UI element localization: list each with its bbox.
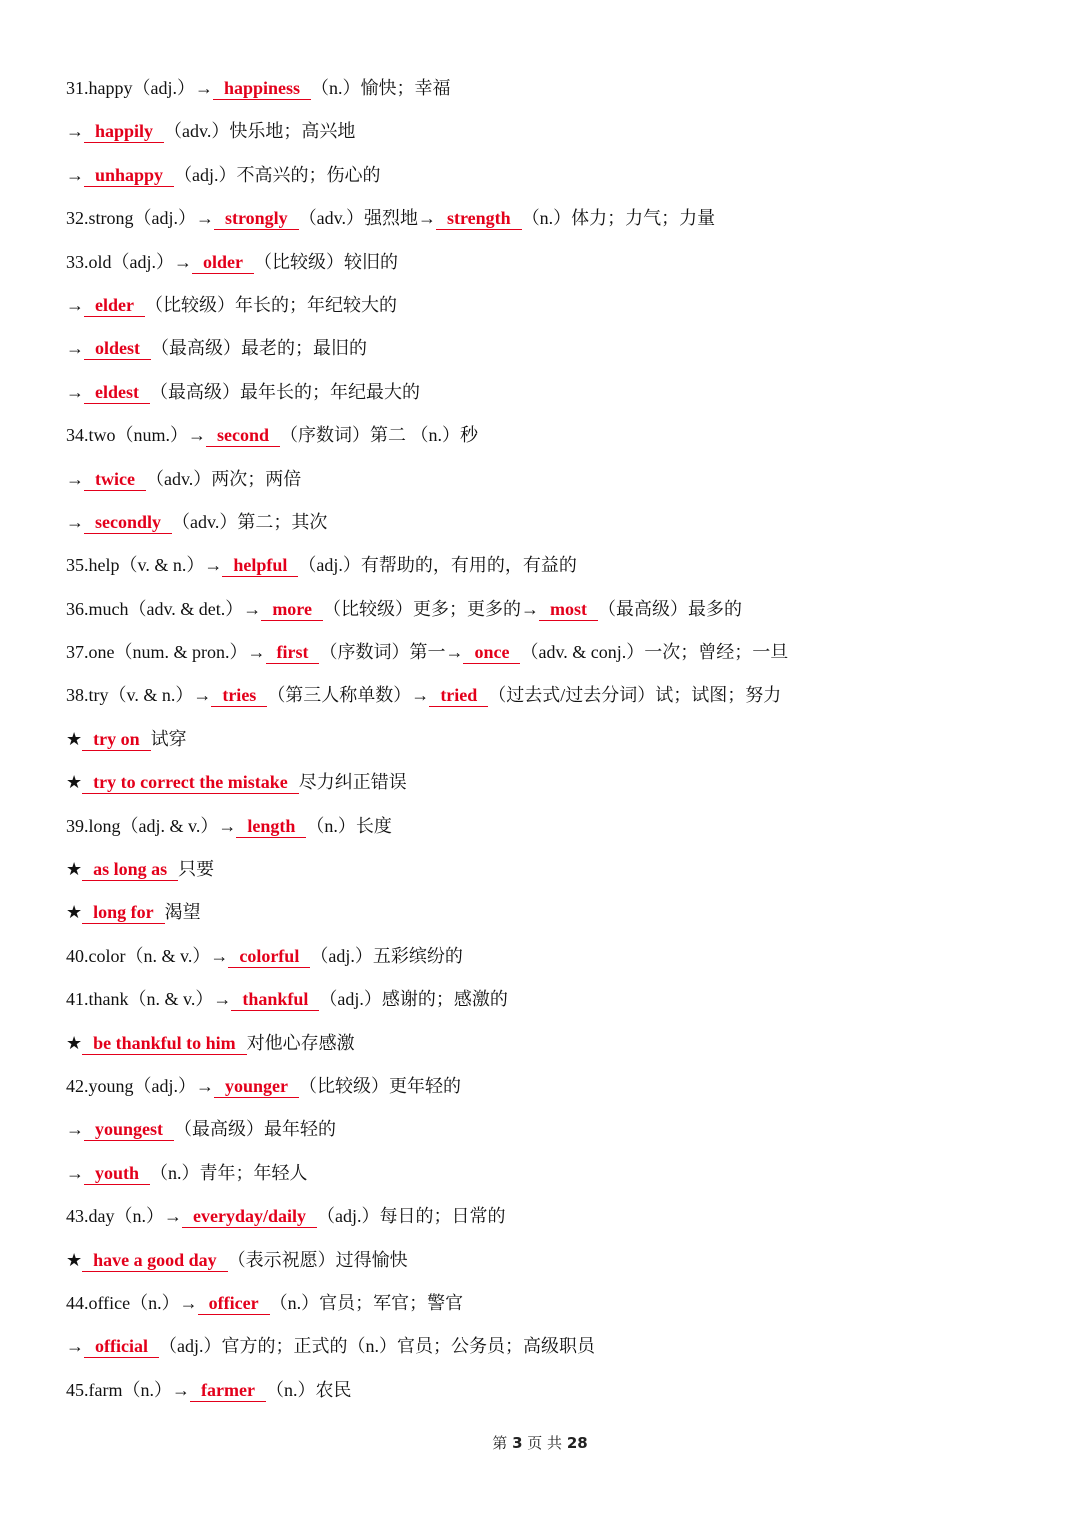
line-prefix: 32.strong（adj.）→	[66, 208, 214, 229]
answer-text: farmer	[200, 1379, 255, 1400]
answer-text: official	[95, 1336, 148, 1357]
line-prefix: 41.thank（n. & v.）→	[66, 989, 232, 1010]
line-gloss: （adv.）两次；两倍	[145, 468, 302, 489]
answer-text: be thankful to him	[93, 1032, 236, 1053]
vocabulary-list	[66, 70, 1026, 1415]
line-gloss: （最高级）最年轻的	[174, 1119, 337, 1140]
answer-text: helpful	[233, 555, 288, 576]
line-gloss: （adj.）每日的；日常的	[317, 1206, 506, 1227]
vocab-line	[66, 981, 1026, 1024]
line-prefix: →	[66, 511, 84, 532]
footer-total-pages: 28	[566, 1434, 588, 1452]
line-gloss: （比较级）更年轻的	[299, 1075, 461, 1096]
line-gloss: （adv.）强烈地→	[298, 208, 437, 229]
answer-text: thankful	[242, 989, 309, 1010]
footer-prefix: 第	[492, 1434, 508, 1452]
line-prefix: 43.day（n.）→	[66, 1206, 182, 1227]
footer-page-number: 3	[512, 1434, 523, 1452]
vocab-line	[66, 1155, 1026, 1198]
vocab-line	[66, 894, 1026, 937]
line-gloss: （过去式/过去分词）试；试图；努力	[488, 685, 782, 706]
answer-blank	[192, 251, 254, 274]
line-prefix: 34.two（num.）→	[66, 425, 207, 446]
line-prefix: ★	[66, 859, 83, 880]
line-gloss: （n.）官员；军官；警官	[269, 1292, 464, 1313]
line-prefix: →	[66, 164, 84, 185]
line-gloss: （最高级）最老的；最旧的	[151, 338, 367, 359]
line-gloss: 尽力纠正错误	[298, 772, 407, 793]
vocab-line	[66, 677, 1026, 720]
answer-text: everyday/daily	[193, 1206, 306, 1227]
answer-blank	[231, 988, 319, 1011]
line-prefix: ★	[66, 728, 83, 749]
line-prefix: 42.young（adj.）→	[66, 1075, 214, 1096]
line-prefix: →	[66, 338, 84, 359]
vocab-line	[66, 634, 1026, 677]
line-gloss: （adv.）第二；其次	[172, 511, 328, 532]
vocab-line	[66, 330, 1026, 373]
vocab-line	[66, 1328, 1026, 1371]
line-gloss: （n.）农民	[265, 1379, 352, 1400]
vocab-line	[66, 113, 1026, 156]
line-gloss: （比较级）更多；更多的→	[322, 598, 539, 619]
line-prefix: →	[66, 468, 84, 489]
vocab-line	[66, 287, 1026, 330]
line-prefix: ★	[66, 1032, 83, 1053]
answer-blank	[211, 684, 267, 707]
vocab-line	[66, 244, 1026, 287]
line-gloss: （表示祝愿）过得愉快	[227, 1249, 408, 1270]
line-gloss: （最高级）最年长的；年纪最大的	[150, 381, 420, 402]
answer-text: happiness	[223, 78, 301, 98]
answer-blank	[82, 1032, 247, 1055]
answer-blank	[82, 728, 151, 751]
answer-blank	[84, 294, 145, 317]
answer-blank	[236, 815, 306, 838]
answer-text: youth	[95, 1162, 140, 1183]
answer-blank	[266, 641, 320, 664]
answer-text: younger	[225, 1075, 288, 1096]
answer-blank	[190, 1379, 266, 1402]
answer-blank	[214, 1075, 299, 1098]
vocab-line	[66, 374, 1026, 417]
answer-text: youngest	[95, 1119, 164, 1140]
line-prefix: 36.much（adv. & det.）→	[66, 598, 262, 619]
footer-middle: 页 共	[527, 1434, 563, 1452]
answer-text: tries	[222, 685, 257, 706]
answer-text: secondly	[95, 511, 162, 532]
line-prefix: 31.happy（adj.）→	[66, 78, 213, 98]
line-gloss: 试穿	[150, 728, 187, 749]
line-prefix: →	[66, 381, 84, 402]
answer-blank	[84, 468, 146, 491]
line-gloss: 渴望	[164, 902, 201, 923]
answer-blank	[182, 1205, 317, 1228]
answer-blank	[82, 1249, 228, 1272]
answer-blank	[84, 164, 174, 187]
line-gloss: （adj.）感谢的；感激的	[319, 989, 508, 1010]
answer-text: first	[276, 642, 309, 663]
vocab-line	[66, 200, 1026, 243]
answer-text: officer	[208, 1292, 259, 1313]
answer-blank	[84, 1335, 159, 1358]
answer-text: try to correct the mistake	[93, 772, 288, 793]
answer-blank	[84, 337, 151, 360]
vocab-line	[66, 417, 1026, 460]
answer-text: unhappy	[95, 164, 164, 185]
line-gloss: （n.）长度	[306, 815, 392, 836]
answer-text: twice	[95, 468, 135, 489]
answer-text: as long as	[93, 859, 168, 880]
vocab-line	[66, 504, 1026, 547]
answer-blank	[222, 554, 298, 577]
line-prefix: 37.one（num. & pron.）→	[66, 642, 266, 663]
answer-text: try on	[93, 728, 140, 749]
line-gloss: （n.）青年；年轻人	[150, 1162, 308, 1183]
line-gloss: （adv. & conj.）一次；曾经；一旦	[520, 642, 789, 663]
answer-text: strength	[447, 208, 511, 229]
line-prefix: →	[66, 1162, 84, 1183]
answer-text: elder	[95, 294, 134, 315]
vocab-line	[66, 1242, 1026, 1285]
line-gloss: （最高级）最多的	[597, 598, 742, 619]
answer-blank	[436, 207, 522, 230]
answer-text: second	[217, 425, 270, 446]
line-gloss: （n.）体力；力气；力量	[521, 208, 716, 229]
answer-blank	[82, 901, 165, 924]
vocab-line	[66, 1111, 1026, 1154]
line-gloss: （比较级）较旧的	[254, 251, 398, 272]
line-prefix: 44.office（n.）→	[66, 1292, 198, 1313]
line-prefix: 45.farm（n.）→	[66, 1379, 190, 1400]
answer-blank	[84, 1118, 174, 1141]
answer-blank	[84, 381, 150, 404]
answer-blank	[429, 684, 488, 707]
answer-text: older	[203, 251, 243, 272]
answer-blank	[84, 511, 172, 534]
line-gloss: （序数词）第一→	[319, 642, 464, 663]
line-prefix: 35.help（v. & n.）→	[66, 555, 223, 576]
vocab-line	[66, 547, 1026, 590]
vocab-line	[66, 157, 1026, 200]
answer-blank	[539, 598, 598, 621]
line-prefix: ★	[66, 902, 83, 923]
vocab-line	[66, 851, 1026, 894]
line-gloss: （adj.）五彩缤纷的	[310, 945, 463, 966]
vocab-line	[66, 764, 1026, 807]
line-prefix: ★	[66, 772, 83, 793]
answer-text: eldest	[95, 381, 139, 402]
line-gloss: 对他心存感激	[246, 1032, 355, 1053]
answer-blank	[82, 858, 178, 881]
answer-blank	[213, 77, 311, 100]
line-gloss: （第三人称单数）→	[267, 685, 430, 706]
line-prefix: →	[66, 294, 84, 315]
vocab-line	[66, 1372, 1026, 1415]
vocab-line	[66, 461, 1026, 504]
answer-blank	[206, 424, 280, 447]
line-prefix: ★	[66, 1249, 83, 1270]
line-gloss: （adj.）官方的；正式的（n.）官员；公务员；高级职员	[158, 1336, 595, 1357]
answer-text: have a good day	[93, 1249, 217, 1270]
answer-text: happily	[95, 121, 154, 142]
line-prefix: →	[66, 1119, 84, 1140]
answer-text: length	[247, 815, 296, 836]
line-gloss: （adv.）快乐地；高兴地	[164, 121, 356, 142]
vocab-line	[66, 721, 1026, 764]
answer-text: long for	[93, 902, 154, 923]
line-gloss: （比较级）年长的；年纪较大的	[144, 294, 397, 315]
line-gloss: （adj.）有帮助的，有用的，有益的	[298, 555, 577, 576]
line-gloss: 只要	[178, 859, 215, 880]
answer-blank	[84, 120, 164, 143]
answer-text: most	[549, 598, 587, 619]
line-prefix: →	[66, 121, 84, 142]
vocab-line	[66, 591, 1026, 634]
line-prefix: 40.color（n. & v.）→	[66, 945, 229, 966]
answer-blank	[261, 598, 323, 621]
answer-text: strongly	[225, 208, 288, 229]
answer-blank	[214, 207, 299, 230]
line-gloss: （n.）愉快；幸福	[311, 78, 451, 98]
answer-blank	[198, 1292, 270, 1315]
vocab-line	[66, 1025, 1026, 1068]
answer-text: tried	[440, 685, 478, 706]
line-prefix: →	[66, 1336, 84, 1357]
answer-blank	[463, 641, 520, 664]
vocab-line	[66, 1285, 1026, 1328]
answer-blank	[228, 945, 310, 968]
line-gloss: （序数词）第二 （n.）秒	[280, 425, 479, 446]
vocab-line	[66, 938, 1026, 981]
answer-text: colorful	[239, 945, 300, 966]
vocab-line	[66, 70, 1026, 113]
line-gloss: （adj.）不高兴的；伤心的	[174, 164, 381, 185]
vocab-line	[66, 1198, 1026, 1241]
answer-text: more	[272, 598, 312, 619]
line-prefix: 38.try（v. & n.）→	[66, 685, 212, 706]
answer-blank	[82, 771, 299, 794]
line-prefix: 39.long（adj. & v.）→	[66, 815, 237, 836]
answer-text: oldest	[95, 338, 140, 359]
vocab-line	[66, 1068, 1026, 1111]
answer-blank	[84, 1162, 150, 1185]
line-prefix: 33.old（adj.）→	[66, 251, 192, 272]
vocab-line	[66, 808, 1026, 851]
page-footer	[0, 1432, 1080, 1453]
answer-text: once	[474, 642, 510, 663]
